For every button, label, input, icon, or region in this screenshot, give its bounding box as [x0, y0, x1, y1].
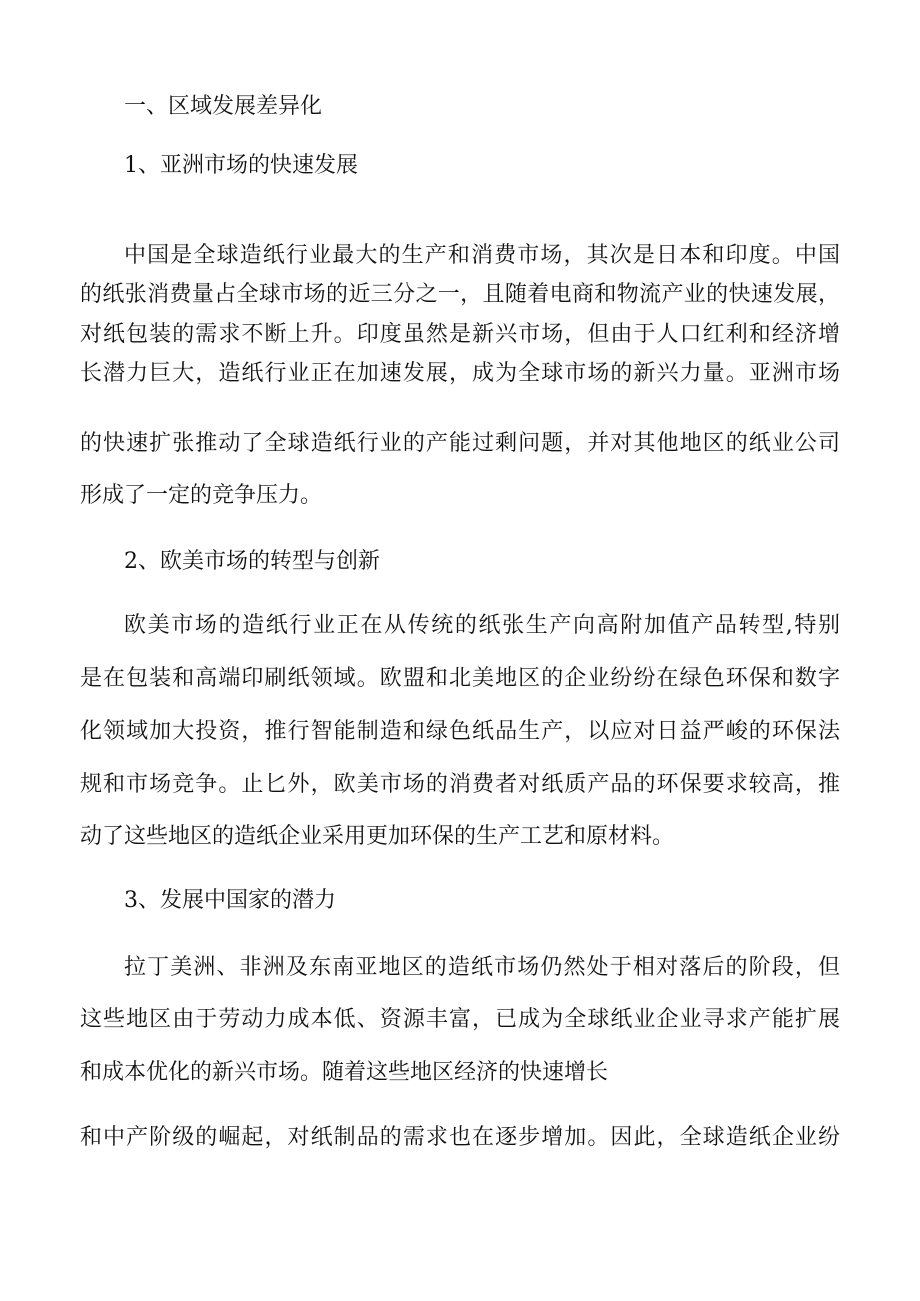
paragraph-line: 中国是全球造纸行业最大的生产和消费市场，其次是日本和印度。中国: [124, 243, 840, 268]
section3-heading: 3、发展中国家的潜力: [124, 888, 336, 913]
main-heading: 一、区域发展差异化: [124, 94, 323, 119]
paragraph-line: 形成了一定的竞争压力。: [80, 483, 323, 508]
paragraph-line: 和中产阶级的崛起，对纸制品的需求也在逐步增加。因此，全球造纸企业纷: [80, 1125, 840, 1150]
paragraph-line: 欧美市场的造纸行业正在从传统的纸张生产向高附加值产品转型,特别: [124, 613, 840, 638]
paragraph-line: 和成本优化的新兴市场。随着这些地区经济的快速增长: [80, 1060, 609, 1085]
section1-heading: 1、亚洲市场的快速发展: [124, 153, 358, 178]
paragraph-line: 是在包装和高端印刷纸领域。欧盟和北美地区的企业纷纷在绿色环保和数字: [80, 666, 840, 691]
paragraph-line: 拉丁美洲、非洲及东南亚地区的造纸市场仍然处于相对落后的阶段，但: [124, 955, 840, 980]
paragraph-line: 这些地区由于劳动力成本低、资源丰富，已成为全球纸业企业寻求产能扩展: [80, 1007, 840, 1032]
paragraph-line: 长潜力巨大，造纸行业正在加速发展，成为全球市场的新兴力量。亚洲市场: [80, 361, 840, 386]
paragraph-line: 的纸张消费量占全球市场的近三分之一，且随着电商和物流产业的快速发展，: [80, 282, 840, 307]
paragraph-line: 动了这些地区的造纸企业采用更加环保的生产工艺和原材料。: [80, 824, 675, 849]
paragraph-line: 化领域加大投资，推行智能制造和绿色纸品生产，以应对日益严峻的环保法: [80, 719, 840, 744]
section2-heading: 2、欧美市场的转型与创新: [124, 549, 380, 574]
paragraph-line: 的快速扩张推动了全球造纸行业的产能过剩问题，并对其他地区的纸业公司: [80, 431, 840, 456]
paragraph-line: 对纸包装的需求不断上升。印度虽然是新兴市场，但由于人口红利和经济增: [80, 322, 840, 347]
paragraph-line: 规和市场竞争。止匕外，欧美市场的消费者对纸质产品的环保要求较高，推: [80, 772, 840, 797]
